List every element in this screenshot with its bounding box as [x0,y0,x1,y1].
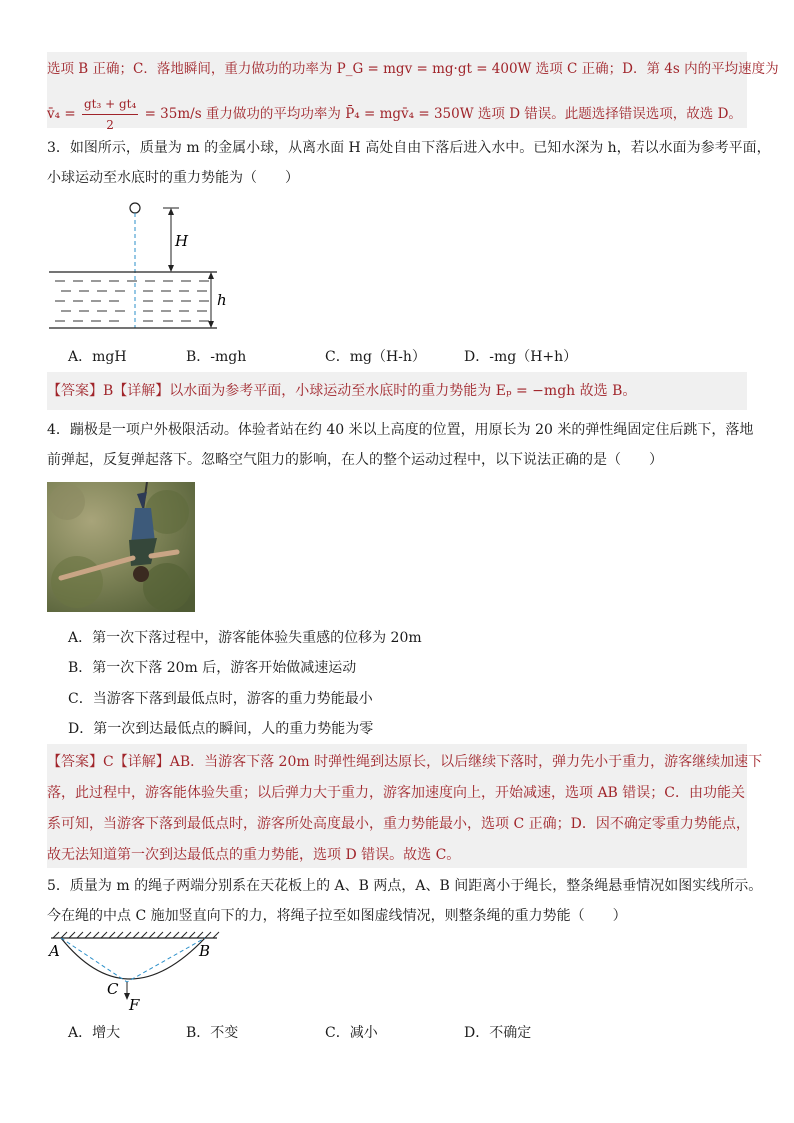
label-h: h [217,291,227,309]
q4-answer-line1: 【答案】C【详解】AB．当游客下落 20m 时弹性绳到达原长，以后继续下落时，弹力先小于重力，游客继续加速下 [47,754,763,770]
q5-option-c[interactable]: C．减小 [325,1025,378,1041]
q5-option-a[interactable]: A．增大 [68,1025,121,1041]
q2-answer-line2: v̄₄ = $\frac{\text{gt₃ + gt₄}}{2}$ = 35m/s 重力做功的平均功率为 P̄₄ = mgv̄₄ = 350W 选项 D 错误。此题选择错误选项，故选 D。 [47,94,742,135]
q4-option-c[interactable]: C．当游客下落到最低点时，游客的重力势能最小 [68,691,373,707]
water-hatching [55,281,209,321]
q5-stem-line1: 5．质量为 m 的绳子两端分别系在天花板上的 A、B 两点，A、B 间距离小于绳长，整条绳悬垂情况如图实线所示。 [47,878,763,894]
q4-option-a[interactable]: A．第一次下落过程中，游客能体验失重感的位移为 20m [68,630,422,646]
q4-option-d[interactable]: D．第一次到达最低点的瞬间，人的重力势能为零 [68,721,374,737]
ball-icon [130,203,140,213]
q3-diagram [47,198,237,338]
q3-option-c[interactable]: C．mg（H-h） [325,349,426,365]
H-arrow-head-down [168,265,174,272]
q4-stem-line2: 前弹起，反复弹起落下。忽略空气阻力的影响，在人的整个运动过程中，以下说法正确的是（ ） [47,452,663,468]
h-arrow-head-up [208,272,214,279]
q5-option-d[interactable]: D．不确定 [464,1025,532,1041]
rope-solid-curve [61,938,205,979]
q2-answer-line1: 选项 B 正确；C．落地瞬间，重力做功的功率为 P_G = mgv = mg·gt = 400W 选项 C 正确；D．第 4s 内的平均速度为 [47,61,779,77]
q3-option-a[interactable]: A．mgH [68,349,127,365]
ceiling-hatching [53,932,219,938]
q4-answer-line3: 系可知，当游客下落到最低点时，游客所处高度最小，重力势能最小，选项 C 正确；D．因不确定零重力势能点， [47,816,750,832]
label-F: F [129,996,140,1014]
label-B: B [199,942,211,960]
q2-answer-rest: = 35m/s 重力做功的平均功率为 P̄₄ = mgv̄₄ = 350W 选项 D 错误。此题选择错误选项，故选 D。 [144,106,742,122]
avg-velocity-symbol: v̄₄ [47,106,61,122]
bungee-photo [47,482,195,612]
q3-answer: 【答案】B【详解】以水面为参考平面，小球运动至水底时的重力势能为 Eₚ = −mgh 故选 B。 [47,383,637,399]
q5-stem-line2: 今在绳的中点 C 施加竖直向下的力，将绳子拉至如图虚线情况，则整条绳的重力势能（ ） [47,908,627,924]
label-A: A [49,942,60,960]
q3-stem-line2: 小球运动至水底时的重力势能为（ ） [47,170,299,186]
label-H: H [175,232,189,250]
jumper-head [133,566,149,582]
q5-option-b[interactable]: B．不变 [186,1025,239,1041]
q3-option-b[interactable]: B．-mgh [186,349,247,365]
q4-stem-line1: 4．蹦极是一项户外极限活动。体验者站在约 40 米以上高度的位置，用原长为 20 米的弹性绳固定住后跳下，落地 [47,422,754,438]
h-arrow-head-down [208,321,214,328]
q5-diagram [47,930,222,1015]
q4-answer-line2: 落，此过程中，游客能体验失重；以后弹力大于重力，游客加速度向上，开始减速，选项 AB 错误；C．由功能关 [47,785,746,801]
label-C: C [107,980,119,998]
fraction-numerator: gt₃ + gt₄ [82,94,138,115]
H-arrow-head-up [168,208,174,215]
avg-velocity-fraction [82,94,138,135]
q4-answer-line4: 故无法知道第一次到达最低点的重力势能，选项 D 错误。故选 C。 [47,847,461,863]
q4-option-b[interactable]: B．第一次下落 20m 后，游客开始做减速运动 [68,660,357,676]
q3-stem-line1: 3．如图所示，质量为 m 的金属小球，从离水面 H 高处自由下落后进入水中。已知水深为 h，若以水面为参考平面， [47,140,771,156]
q3-option-d[interactable]: D．-mg（H+h） [464,349,578,365]
fraction-denominator: 2 [106,118,114,132]
